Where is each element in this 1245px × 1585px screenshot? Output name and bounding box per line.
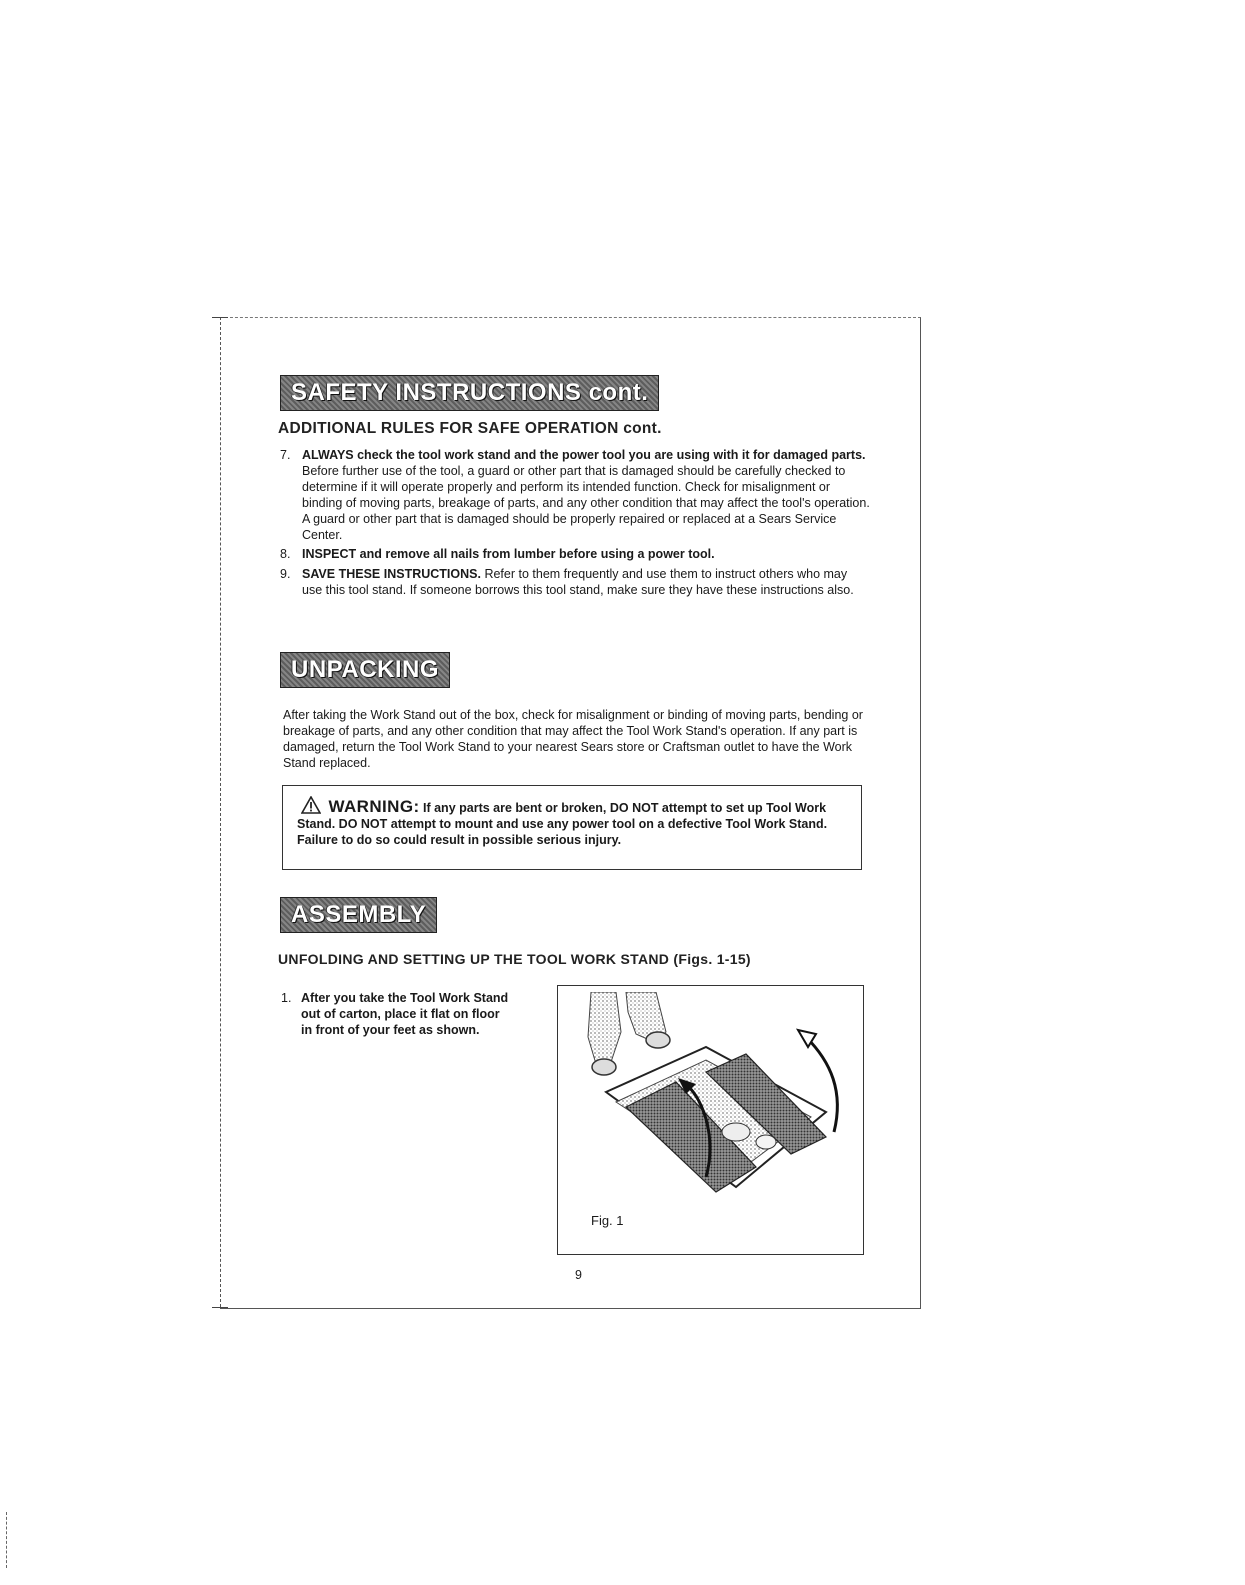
unpacking-paragraph: After taking the Work Stand out of the box, check for misalignment or binding of moving parts, bending or breakage of parts, and any other condition that may affect the Tool Work Stand's operation. If any part is damaged, return the Tool Work Stand to your nearest Sears store or Craftsman outlet to have the Work Stand replaced. <box>283 708 863 770</box>
safety-instructions-banner: SAFETY INSTRUCTIONS cont. <box>280 375 659 411</box>
rule-number: 9. <box>280 567 291 581</box>
page-number: 9 <box>575 1268 582 1282</box>
unpacking-banner: UNPACKING <box>280 652 450 688</box>
crop-mark-top <box>212 317 228 318</box>
warning-label: WARNING: <box>328 797 420 816</box>
rule-item-8 <box>280 546 870 562</box>
left-margin-rule <box>220 317 221 1307</box>
assembly-step-1 <box>283 990 513 1038</box>
rule-item-9 <box>280 566 870 598</box>
warning-box <box>282 785 862 870</box>
figure-1 <box>557 985 864 1255</box>
step-number: 1. <box>281 991 292 1005</box>
rule-body-text: Before further use of the tool, a guard or other part that is damaged should be carefully checked to determine if it will operate properly and perform its intended function. Check for misalignment or binding of moving parts, breakage of parts, and any other condition that may affect the tool's operation. A guard or other part that is damaged should be properly repaired or replaced at a Sears Service Center. <box>302 464 870 542</box>
additional-rules-heading: ADDITIONAL RULES FOR SAFE OPERATION cont. <box>278 420 662 437</box>
step-text: After you take the Tool Work Stand out of carton, place it flat on floor in front of your feet as shown. <box>301 991 509 1037</box>
rule-item-7 <box>280 447 870 543</box>
rule-body-text: Refer to them frequently and use them to instruct others who may use this tool stand. If someone borrows this tool stand, make sure they have these instructions also. <box>302 567 854 597</box>
rule-lead-text: INSPECT and remove all nails from lumber before using a power tool. <box>302 547 715 561</box>
scan-edge-mark <box>6 1512 7 1568</box>
assembly-heading: UNFOLDING AND SETTING UP THE TOOL WORK STAND (Figs. 1-15) <box>278 951 751 967</box>
rule-lead-text: SAVE THESE INSTRUCTIONS. <box>302 567 481 581</box>
rule-number: 8. <box>280 547 291 561</box>
rule-lead-text: ALWAYS check the tool work stand and the power tool you are using with it for damaged parts. <box>302 448 866 462</box>
warning-triangle-icon <box>301 796 321 814</box>
figure-caption: Fig. 1 <box>591 1213 624 1228</box>
folded-work-stand-illustration <box>566 992 856 1207</box>
assembly-banner: ASSEMBLY <box>280 897 437 933</box>
crop-mark-bottom <box>212 1307 228 1308</box>
rule-number: 7. <box>280 448 291 462</box>
warning-text: If any parts are bent or broken, DO NOT attempt to set up Tool Work Stand. DO NOT attempt to mount and use any power tool on a defective Tool Work Stand. Failure to do so could result in possible serious injury. <box>297 801 828 847</box>
